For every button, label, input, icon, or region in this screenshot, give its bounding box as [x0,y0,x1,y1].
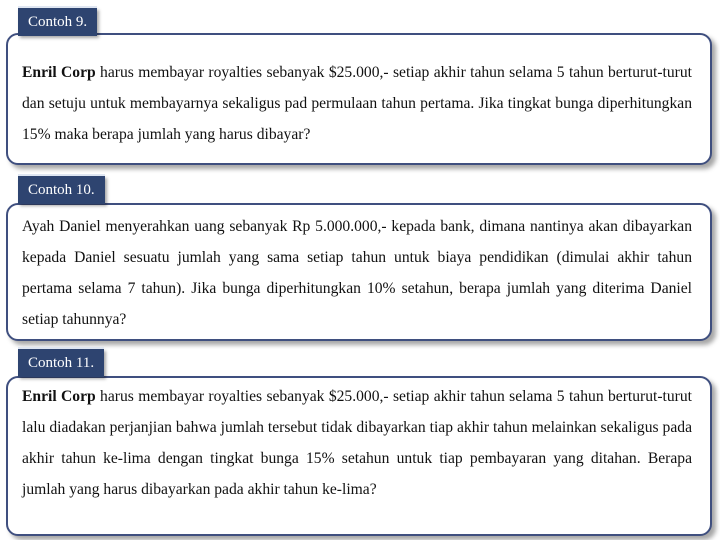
example-body-11: harus membayar royalties sebanyak $25.000,- setiap akhir tahun selama 5 tahun berturut-turut lalu diadakan perjanjian bahwa jumlah tersebut tidak dibayarkan tiap akhir tahun melainkan sekaligus pada akhir tahun ke-lima dengan tingkat bunga 15% setahun untuk tiap pembayaran yang ditahan. Berapa jumlah yang harus dibayarkan pada akhir tahun ke-lima? [22,388,692,498]
example-text-11 [22,381,692,505]
example-body-10: Ayah Daniel menyerahkan uang sebanyak Rp 5.000.000,- kepada bank, dimana nantinya akan dibayarkan kepada Daniel sesuatu jumlah yang sama setiap tahun untuk biaya pendidikan (dimulai akhir tahun pertama selama 7 tahun). Jika bunga diperhitungkan 10% setahun, berapa jumlah yang diterima Daniel setiap tahunnya? [22,218,692,328]
example-text-10 [22,211,692,335]
example-label-9: Contoh 9. [18,8,97,36]
example-body-9: harus membayar royalties sebanyak $25.000,- setiap akhir tahun selama 5 tahun berturut-turut dan setuju untuk membayarnya sekaligus pad permulaan tahun pertama. Jika tingkat bunga diperhitungkan 15% maka berapa jumlah yang harus dibayar? [22,64,692,143]
example-label-10: Contoh 10. [18,176,105,204]
company-name: Enril Corp [22,388,96,405]
company-name: Enril Corp [22,64,96,81]
example-text-9 [22,57,692,150]
example-label-11: Contoh 11. [18,349,104,377]
